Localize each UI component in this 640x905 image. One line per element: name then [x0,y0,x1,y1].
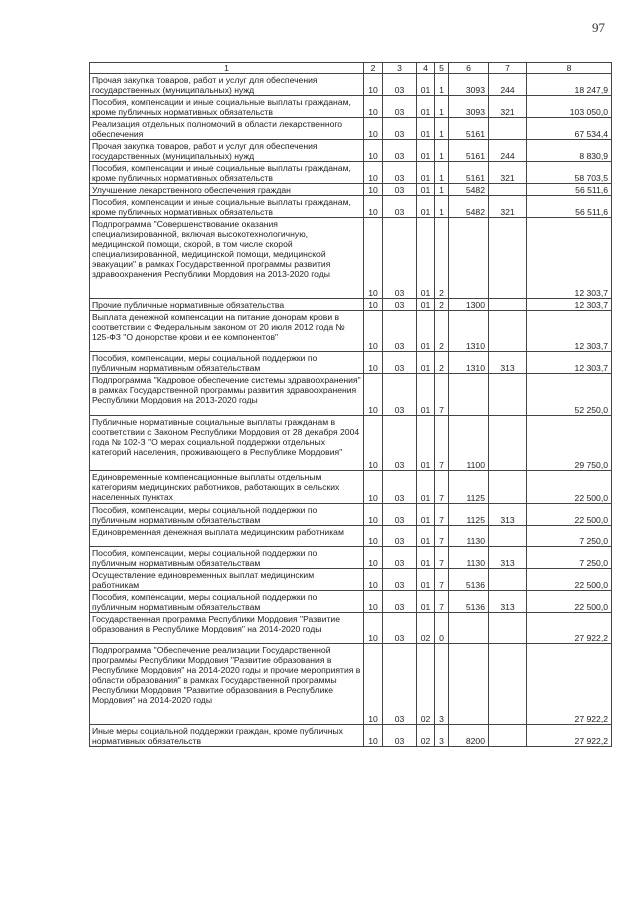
subsection-code-cell: 03 [383,569,417,591]
row-name-cell: Единовременные компенсационные выплаты отдельным категориям медицинских работников, работающих в сельских населенных пунктах [90,471,364,504]
table-row [90,613,612,644]
amount-cell: 27 922,2 [527,644,612,725]
amount-cell: 27 922,2 [527,725,612,747]
section-code-cell: 10 [364,118,383,140]
expense-type-code-cell [489,613,527,644]
program-code-cell: 02 [417,613,435,644]
column-header: 7 [489,63,527,74]
amount-cell: 22 500,0 [527,504,612,526]
table-row [90,196,612,218]
expense-type-code-cell: 244 [489,74,527,96]
subprogram-code-cell: 7 [435,591,449,613]
section-code-cell: 10 [364,644,383,725]
program-code-cell: 01 [417,374,435,416]
subsection-code-cell: 03 [383,547,417,569]
section-code-cell: 10 [364,352,383,374]
row-name-cell: Публичные нормативные социальные выплаты гражданам в соответствии с Законом Республики Мордовия от 28 декабря 2004 года № 102-З "О мерах социальной поддержки отдельных категорий населения, проживающего в Республике Мордовия" [90,416,364,471]
amount-cell: 22 500,0 [527,591,612,613]
subprogram-code-cell: 7 [435,471,449,504]
amount-cell: 12 303,7 [527,218,612,299]
expense-type-code-cell [489,184,527,196]
target-item-code-cell [449,613,489,644]
program-code-cell: 01 [417,118,435,140]
subprogram-code-cell: 7 [435,504,449,526]
column-header: 4 [417,63,435,74]
target-item-code-cell: 5136 [449,569,489,591]
subsection-code-cell: 03 [383,526,417,547]
program-code-cell: 01 [417,526,435,547]
target-item-code-cell: 1130 [449,547,489,569]
expense-type-code-cell: 313 [489,547,527,569]
target-item-code-cell: 1125 [449,504,489,526]
target-item-code-cell: 1300 [449,299,489,311]
subsection-code-cell: 03 [383,299,417,311]
section-code-cell: 10 [364,299,383,311]
amount-cell: 12 303,7 [527,299,612,311]
row-name-cell: Пособия, компенсации и иные социальные выплаты гражданам, кроме публичных нормативных обязательств [90,162,364,184]
row-name-cell: Пособия, компенсации и иные социальные выплаты гражданам, кроме публичных нормативных обязательств [90,96,364,118]
target-item-code-cell: 8200 [449,725,489,747]
program-code-cell: 01 [417,352,435,374]
row-name-cell: Пособия, компенсации, меры социальной поддержки по публичным нормативным обязательствам [90,591,364,613]
subprogram-code-cell: 2 [435,352,449,374]
column-header: 1 [90,63,364,74]
table-row [90,526,612,547]
expense-type-code-cell [489,311,527,352]
program-code-cell: 01 [417,547,435,569]
section-code-cell: 10 [364,184,383,196]
expense-type-code-cell [489,218,527,299]
expense-type-code-cell [489,526,527,547]
subprogram-code-cell: 1 [435,184,449,196]
amount-cell: 52 250,0 [527,374,612,416]
section-code-cell: 10 [364,218,383,299]
amount-cell: 12 303,7 [527,311,612,352]
amount-cell: 22 500,0 [527,569,612,591]
section-code-cell: 10 [364,311,383,352]
amount-cell: 7 250,0 [527,547,612,569]
row-name-cell: Прочая закупка товаров, работ и услуг для обеспечения государственных (муниципальных) нужд [90,140,364,162]
target-item-code-cell: 5161 [449,118,489,140]
subsection-code-cell: 03 [383,591,417,613]
table-row [90,471,612,504]
row-name-cell: Иные меры социальной поддержки граждан, кроме публичных нормативных обязательств [90,725,364,747]
target-item-code-cell: 5161 [449,140,489,162]
amount-cell: 7 250,0 [527,526,612,547]
column-header: 8 [527,63,612,74]
subsection-code-cell: 03 [383,118,417,140]
section-code-cell: 10 [364,74,383,96]
expense-type-code-cell [489,644,527,725]
subsection-code-cell: 03 [383,311,417,352]
program-code-cell: 01 [417,184,435,196]
target-item-code-cell: 5136 [449,591,489,613]
program-code-cell: 02 [417,644,435,725]
section-code-cell: 10 [364,140,383,162]
row-name-cell: Пособия, компенсации, меры социальной поддержки по публичным нормативным обязательствам [90,352,364,374]
program-code-cell: 01 [417,591,435,613]
subsection-code-cell: 03 [383,218,417,299]
row-name-cell: Пособия, компенсации и иные социальные выплаты гражданам, кроме публичных нормативных обязательств [90,196,364,218]
subsection-code-cell: 03 [383,162,417,184]
program-code-cell: 01 [417,569,435,591]
subsection-code-cell: 03 [383,74,417,96]
subprogram-code-cell: 7 [435,526,449,547]
table-row [90,725,612,747]
table-header-row [90,63,612,74]
expense-type-code-cell [489,374,527,416]
section-code-cell: 10 [364,471,383,504]
subsection-code-cell: 03 [383,352,417,374]
amount-cell: 103 050,0 [527,96,612,118]
target-item-code-cell: 1310 [449,352,489,374]
section-code-cell: 10 [364,569,383,591]
section-code-cell: 10 [364,613,383,644]
expense-type-code-cell [489,725,527,747]
amount-cell: 18 247,9 [527,74,612,96]
subprogram-code-cell: 1 [435,162,449,184]
target-item-code-cell [449,644,489,725]
subsection-code-cell: 03 [383,644,417,725]
program-code-cell: 01 [417,196,435,218]
subprogram-code-cell: 1 [435,118,449,140]
table-row [90,569,612,591]
program-code-cell: 01 [417,311,435,352]
subsection-code-cell: 03 [383,504,417,526]
column-header: 3 [383,63,417,74]
program-code-cell: 01 [417,416,435,471]
subsection-code-cell: 03 [383,725,417,747]
page-number: 97 [592,20,605,35]
table-row [90,374,612,416]
section-code-cell: 10 [364,416,383,471]
target-item-code-cell: 5482 [449,196,489,218]
target-item-code-cell [449,374,489,416]
target-item-code-cell: 1310 [449,311,489,352]
table-row [90,416,612,471]
section-code-cell: 10 [364,526,383,547]
subprogram-code-cell: 2 [435,311,449,352]
column-header: 6 [449,63,489,74]
row-name-cell: Осуществление единовременных выплат медицинским работникам [90,569,364,591]
row-name-cell: Реализация отдельных полномочий в области лекарственного обеспечения [90,118,364,140]
subprogram-code-cell: 7 [435,416,449,471]
amount-cell: 22 500,0 [527,471,612,504]
program-code-cell: 01 [417,74,435,96]
subprogram-code-cell: 0 [435,613,449,644]
column-header: 5 [435,63,449,74]
section-code-cell: 10 [364,504,383,526]
expense-type-code-cell [489,569,527,591]
expense-type-code-cell: 321 [489,196,527,218]
subprogram-code-cell: 3 [435,725,449,747]
program-code-cell: 01 [417,471,435,504]
table-row [90,311,612,352]
expense-type-code-cell: 313 [489,591,527,613]
table-row [90,504,612,526]
amount-cell: 27 922,2 [527,613,612,644]
subprogram-code-cell: 1 [435,140,449,162]
row-name-cell: Улучшение лекарственного обеспечения граждан [90,184,364,196]
row-name-cell: Государственная программа Республики Мордовия "Развитие образования в Республике Мордовия" на 2014-2020 годы [90,613,364,644]
table-row [90,591,612,613]
subprogram-code-cell: 1 [435,74,449,96]
amount-cell: 67 534,4 [527,118,612,140]
expense-type-code-cell: 321 [489,96,527,118]
row-name-cell: Единовременная денежная выплата медицинским работникам [90,526,364,547]
amount-cell: 12 303,7 [527,352,612,374]
target-item-code-cell: 1100 [449,416,489,471]
row-name-cell: Подпрограмма "Кадровое обеспечение системы здравоохранения" в рамках Государственной программы развития здравоохранения Республики Мордовия на 2013-2020 годы [90,374,364,416]
amount-cell: 56 511,6 [527,196,612,218]
row-name-cell: Пособия, компенсации, меры социальной поддержки по публичным нормативным обязательствам [90,504,364,526]
target-item-code-cell: 3093 [449,96,489,118]
subsection-code-cell: 03 [383,416,417,471]
section-code-cell: 10 [364,725,383,747]
expense-type-code-cell: 313 [489,352,527,374]
subsection-code-cell: 03 [383,374,417,416]
table-row [90,162,612,184]
expense-type-code-cell [489,118,527,140]
expense-type-code-cell [489,471,527,504]
subprogram-code-cell: 7 [435,374,449,416]
target-item-code-cell: 5482 [449,184,489,196]
table-row [90,644,612,725]
table-row [90,140,612,162]
column-header: 2 [364,63,383,74]
target-item-code-cell [449,218,489,299]
row-name-cell: Выплата денежной компенсации на питание донорам крови в соответствии с Федеральным законом от 20 июля 2012 года № 125-ФЗ "О донорстве крови и ее компонентов" [90,311,364,352]
program-code-cell: 01 [417,299,435,311]
table-row [90,184,612,196]
subsection-code-cell: 03 [383,196,417,218]
section-code-cell: 10 [364,162,383,184]
amount-cell: 56 511,6 [527,184,612,196]
table-row [90,118,612,140]
amount-cell: 8 830,9 [527,140,612,162]
subprogram-code-cell: 1 [435,196,449,218]
subsection-code-cell: 03 [383,140,417,162]
table-row [90,218,612,299]
subprogram-code-cell: 2 [435,218,449,299]
budget-table [89,62,612,747]
table-row [90,352,612,374]
target-item-code-cell: 1125 [449,471,489,504]
expense-type-code-cell [489,416,527,471]
subprogram-code-cell: 7 [435,547,449,569]
table-body [90,74,612,747]
row-name-cell: Прочая закупка товаров, работ и услуг для обеспечения государственных (муниципальных) нужд [90,74,364,96]
section-code-cell: 10 [364,196,383,218]
subsection-code-cell: 03 [383,184,417,196]
amount-cell: 29 750,0 [527,416,612,471]
subsection-code-cell: 03 [383,96,417,118]
table-row [90,96,612,118]
subprogram-code-cell: 3 [435,644,449,725]
table-row [90,299,612,311]
subprogram-code-cell: 7 [435,569,449,591]
subsection-code-cell: 03 [383,471,417,504]
expense-type-code-cell: 321 [489,162,527,184]
section-code-cell: 10 [364,374,383,416]
row-name-cell: Пособия, компенсации, меры социальной поддержки по публичным нормативным обязательствам [90,547,364,569]
section-code-cell: 10 [364,591,383,613]
section-code-cell: 10 [364,547,383,569]
amount-cell: 58 703,5 [527,162,612,184]
program-code-cell: 02 [417,725,435,747]
expense-type-code-cell: 244 [489,140,527,162]
expense-type-code-cell [489,299,527,311]
table-row [90,74,612,96]
target-item-code-cell: 5161 [449,162,489,184]
subprogram-code-cell: 1 [435,96,449,118]
program-code-cell: 01 [417,96,435,118]
program-code-cell: 01 [417,504,435,526]
target-item-code-cell: 3093 [449,74,489,96]
row-name-cell: Подпрограмма "Обеспечение реализации Государственной программы Республики Мордовия "Развитие образования в Республике Мордовия" на 2014-2020 годы и прочие мероприятия в области образования" в рамках Государственной программы Республики Мордовия "Развитие образования в Республике Мордовия" на 2014-2020 годы [90,644,364,725]
program-code-cell: 01 [417,140,435,162]
expense-type-code-cell: 313 [489,504,527,526]
row-name-cell: Подпрограмма "Совершенствование оказания специализированной, включая высокотехнологичную, медицинской помощи, скорой, в том числе скорой специализированной, медицинской помощи, медицинской эвакуации" в рамках Государственной программы развития здравоохранения Республики Мордовия на 2013-2020 годы [90,218,364,299]
target-item-code-cell: 1130 [449,526,489,547]
program-code-cell: 01 [417,218,435,299]
subsection-code-cell: 03 [383,613,417,644]
table-row [90,547,612,569]
program-code-cell: 01 [417,162,435,184]
subprogram-code-cell: 2 [435,299,449,311]
section-code-cell: 10 [364,96,383,118]
row-name-cell: Прочие публичные нормативные обязательства [90,299,364,311]
